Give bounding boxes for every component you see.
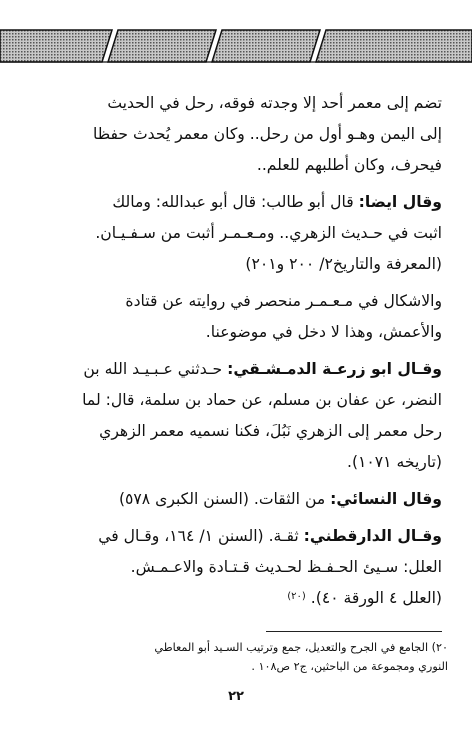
page-body	[30, 88, 442, 620]
footnote	[24, 638, 448, 676]
speaker-label: وقـال الدارقطني:	[303, 527, 442, 545]
header-decoration	[0, 30, 472, 62]
text-line: حـدثني عـبـيـد الله بن	[83, 360, 228, 378]
speaker-label: وقال النسائي:	[330, 490, 442, 508]
text-line: العلل: سـيئ الحـفـظ لحـديث قـتـادة والاعـمـش.	[130, 558, 442, 576]
page-number: ٢٢	[228, 689, 244, 704]
footnote-line: النوري ومجموعة من الباحثين، ج٢ ص١٠٨ .	[251, 660, 448, 673]
speaker-label: وقـال ابو زرعـة الدمـشـقي:	[227, 360, 442, 378]
text-line: تضم إلى معمر أحد إلا وجدته فوقه، رحل في الحديث	[107, 94, 442, 112]
text-line: إلى اليمن وهـو أول من رحل.. وكان معمر يُحدث حفظا	[92, 125, 442, 143]
footnote-ref: (٢٠)	[287, 591, 306, 602]
text-line: والأعمش، وهذا لا دخل في موضوعنا.	[205, 323, 442, 341]
citation: (تاريخه ١٠٧١).	[347, 453, 442, 471]
citation: (المعرفة والتاريخ٢/ ٢٠٠ و٢٠١)	[245, 255, 442, 273]
text-line: رحل معمر إلى الزهري نَبُلَ، فكنا نسميه معمر الزهري	[99, 422, 442, 440]
speaker-label: وقال ايضا:	[358, 193, 442, 211]
footnote-divider	[266, 631, 442, 632]
footnote-line: ٢٠) الجامع في الجرح والتعديل، جمع وترتيب السـيد أبو المعاطي	[154, 641, 448, 654]
text-line: قال أبو طالب: قال أبو عبدالله: ومالك	[112, 193, 359, 211]
text-line: من الثقات. (السنن الكبرى ٥٧٨)	[118, 490, 331, 508]
paragraph-5	[30, 484, 442, 515]
text-line: اثبت في حـديث الزهري.. ومـعـمـر أثبت من سـفـيـان.	[95, 224, 442, 242]
citation: (العلل ٤ الورقة ٤٠).	[310, 589, 442, 607]
text-line: ثقـة. (السنن ١/ ١٦٤، وقـال في	[98, 527, 304, 545]
paragraph-2	[30, 187, 442, 280]
text-line: فيحرف، وكان أطلبهم للعلم..	[256, 156, 442, 174]
text-line: النضر، عن عفان بن مسلم، عن حماد بن سلمة، قال: لما	[82, 391, 442, 409]
text-line: والاشكال في مـعـمـر منحصر في روايته عن قتادة	[125, 292, 442, 310]
paragraph-3	[30, 286, 442, 348]
paragraph-1	[30, 88, 442, 181]
paragraph-4	[30, 354, 442, 478]
header-band	[0, 0, 472, 70]
paragraph-6	[30, 521, 442, 614]
